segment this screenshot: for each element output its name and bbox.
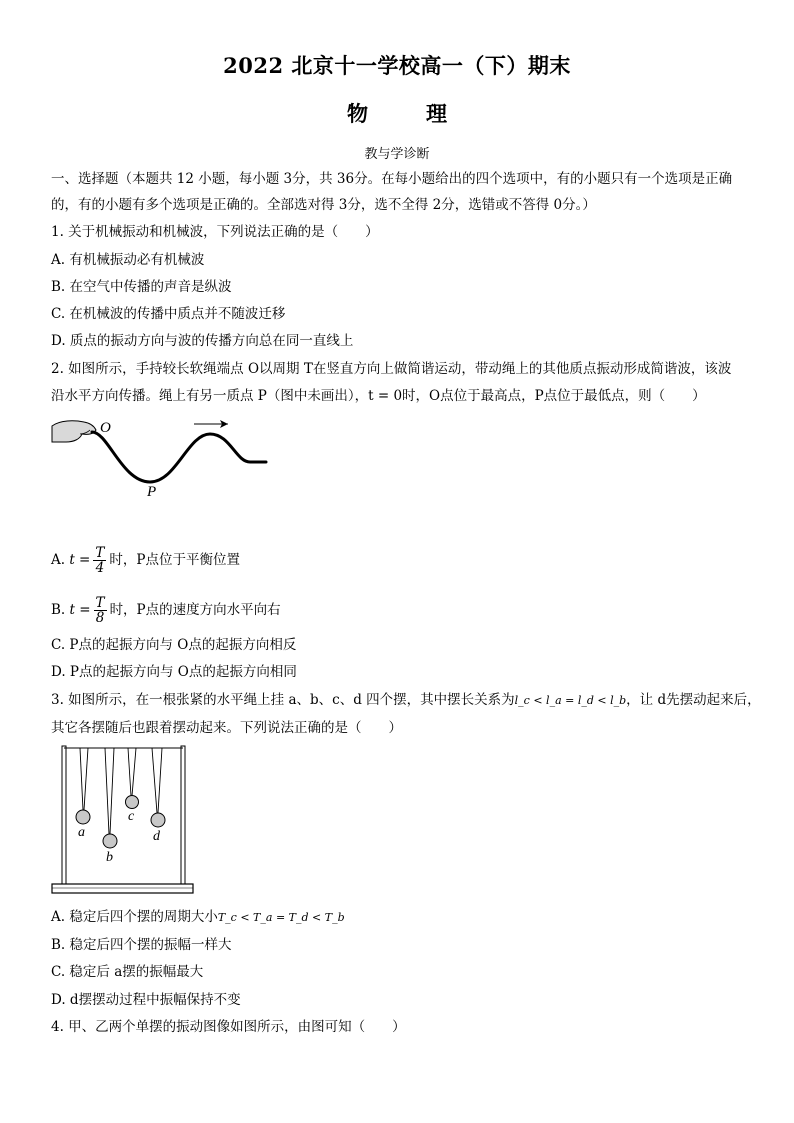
q3-option-c: C. 稳定后 a摆的振幅最大 — [51, 964, 204, 980]
fraction-t-over-8: $\frac{T}{8}$ — [95, 595, 105, 626]
q2-option-d: D. P点的起振方向与 O点的起振方向相同 — [51, 664, 297, 680]
q3-pendulum-figure — [50, 744, 195, 900]
label-b: b — [106, 850, 113, 865]
q3-stem-line-2: 其它各摆随后也跟着摆动起来。下列说法正确的是（ ） — [51, 720, 402, 736]
label-d: d — [153, 829, 160, 844]
q1-stem: 1. 关于机械振动和机械波，下列说法正确的是（ ） — [51, 224, 379, 240]
left-post — [62, 746, 66, 884]
right-post — [181, 746, 185, 884]
q1-option-b: B. 在空气中传播的声音是纵波 — [51, 279, 232, 295]
q2-rope-figure — [50, 412, 275, 504]
label-c: c — [128, 809, 135, 824]
rope-wave — [92, 432, 266, 482]
section-intro-line-2: 的，有的小题有多个选项是正确的。全部选对得 3分，选不全得 2分，选错或不答得 0分。） — [51, 197, 596, 213]
label-p: P — [147, 484, 157, 500]
label-a: a — [78, 825, 85, 840]
page-title: 2022 北京十一学校高一（下）期末 — [223, 53, 571, 78]
section-intro-line-1: 一、选择题（本题共 12 小题，每小题 3分，共 36分。在每小题给出的四个选项中，有的小题只有一个选项是正确 — [51, 171, 733, 187]
label-o: O — [100, 420, 111, 436]
q3-option-b: B. 稳定后四个摆的振幅一样大 — [51, 937, 232, 953]
q2-option-c: C. P点的起振方向与 O点的起振方向相反 — [51, 637, 297, 653]
q2-option-b: B. t = $\frac{T}{8}$ 时，P点的速度方向水平向右 — [51, 595, 281, 626]
q1-option-d: D. 质点的振动方向与波的传播方向总在同一直线上 — [51, 333, 354, 349]
pendulum-bob-d — [151, 813, 165, 827]
q2-stem-line-2: 沿水平方向传播。绳上有另一质点 P（图中未画出），t = 0时，O点位于最高点，P点位于最低点，则（ ） — [51, 388, 706, 404]
subject-char-1: 物 — [347, 101, 368, 126]
pendulum-bob-c — [126, 796, 139, 809]
q2-option-a: A. t = $\frac{T}{4}$ 时，P点位于平衡位置 — [51, 545, 240, 576]
page-subtitle: 教与学诊断 — [364, 147, 430, 162]
hand-illustration — [52, 421, 96, 442]
pendulum-bob-a — [76, 810, 90, 824]
fraction-t-over-4: $\frac{T}{4}$ — [95, 545, 105, 576]
base-board — [52, 884, 193, 893]
subject-char-2: 理 — [426, 101, 447, 126]
q3-option-d: D. d摆摆动过程中振幅保持不变 — [51, 992, 241, 1008]
q2-stem-line-1: 2. 如图所示，手持较长软绳端点 O以周期 T在竖直方向上做简谐运动，带动绳上的其他质点振动形成简谐波，该波 — [51, 361, 732, 377]
period-relation: T_c < T_a = T_d < T_b — [217, 911, 345, 924]
q1-option-c: C. 在机械波的传播中质点并不随波迁移 — [51, 306, 286, 322]
q1-option-a: A. 有机械振动必有机械波 — [51, 252, 205, 268]
pendulum-length-relation: l_c < l_a = l_d < l_b — [514, 694, 627, 707]
subject-heading — [0, 98, 794, 128]
q4-stem: 4. 甲、乙两个单摆的振动图像如图所示，由图可知（ ） — [51, 1019, 406, 1035]
q3-option-a: A. 稳定后四个摆的周期大小T_c < T_a = T_d < T_b — [51, 909, 345, 925]
pendulum-bob-b — [103, 834, 117, 848]
q3-stem-line-1: 3. 如图所示，在一根张紧的水平绳上挂 a、b、c、d 四个摆，其中摆长关系为l_c < l_a = l_d < l_b，让 d先摆动起来后， — [51, 692, 761, 708]
